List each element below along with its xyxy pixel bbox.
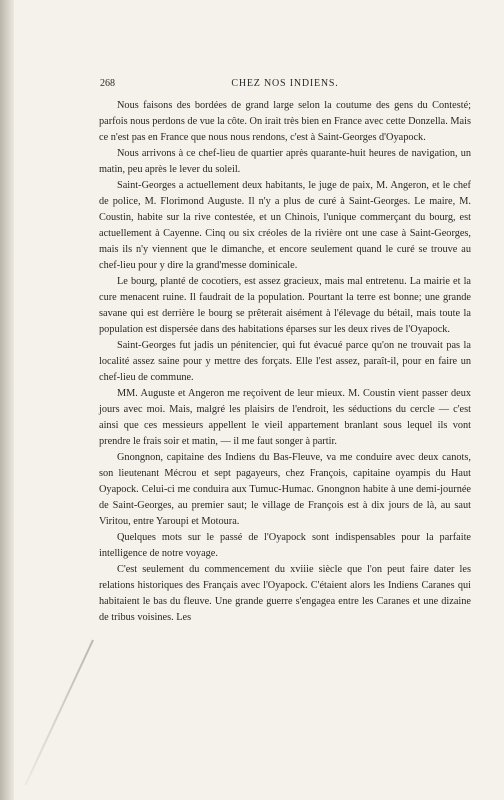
paragraph: Quelques mots sur le passé de l'Oyapock sont indispensables pour la parfaite intelligence de notre voyage. [99,532,471,559]
body-text [99,98,471,626]
page-header [100,78,470,92]
paragraph: MM. Auguste et Angeron me reçoivent de leur mieux. M. Coustin vient passer deux jours avec moi. Mais, malgré les plaisirs de l'endroit, les séductions du cercle — c'est ainsi que ces messieurs appellent le vieil appartement branlant sous lequel ils vont prendre le frais soir et matin, — il me faut songer à partir. [99,388,471,447]
binding-shadow [0,0,14,800]
page-number: 268 [100,78,115,89]
paragraph: Gnongnon, capitaine des Indiens du Bas-Fleuve, va me conduire avec deux canots, son lieutenant Mécrou et sept pagayeurs, chez François, capitaine oyampis du Haut Oyapock. Celui-ci me conduira aux Tumuc-Humac. Gnongnon habite à une demi-journée de Saint-Georges, au premier saut; le village de François est à dix jours de là, au saut Viritou, entre Yaroupi et Motoura. [99,452,471,527]
paragraph: Nous faisons des bordées de grand large selon la coutume des gens du Contesté; parfois nous perdons de vue la côte. On irait très bien en France avec cette Donzella. Mais ce n'est pas en France que nous nous rendons, c'est à Saint-Georges d'Oyapock. [99,100,471,143]
paragraph: Le bourg, planté de cocotiers, est assez gracieux, mais mal entretenu. La mairie et la cure menacent ruine. Il faudrait de la population. Pourtant la terre est bonne; une grande savane qui est derrière le bourg se prêterait aisément à l'élevage du bétail, mais toute la population est dispersée dans des habitations éparses sur les deux rives de l'Oyapock. [99,276,471,335]
paragraph: C'est seulement du commencement du xviiie siècle que l'on peut faire dater les relations historiques des Français avec l'Oyapock. C'étaient alors les Indiens Caranes qui habitaient le bas du fleuve. Une grande guerre s'engagea entre les Caranes et une dizaine de tribus voisines. Les [99,564,471,623]
paragraph: Saint-Georges fut jadis un pénitencier, qui fut évacué parce qu'on ne trouvait pas la localité assez saine pour y mettre des forçats. Elle l'est assez, paraît-il, pour en faire un chef-lieu de commune. [99,340,471,383]
paragraph: Nous arrivons à ce chef-lieu de quartier après quarante-huit heures de navigation, un matin, peu après le lever du soleil. [99,148,471,175]
pencil-mark [24,640,93,786]
running-title: CHEZ NOS INDIENS. [231,78,339,89]
paragraph: Saint-Georges a actuellement deux habitants, le juge de paix, M. Angeron, et le chef de police, M. Florimond Auguste. Il n'y a plus de curé à Saint-Georges. Le maire, M. Coustin, habite sur la rive contestée, et un Chinois, l'unique commerçant du bourg, est actuellement à Cayenne. Cinq ou six créoles de la rivière ont une case à Saint-Georges, mais ils n'y viennent que le dimanche, et encore seulement quand le curé se trouve au chef-lieu pour y dire la grand'messe dominicale. [99,180,471,271]
